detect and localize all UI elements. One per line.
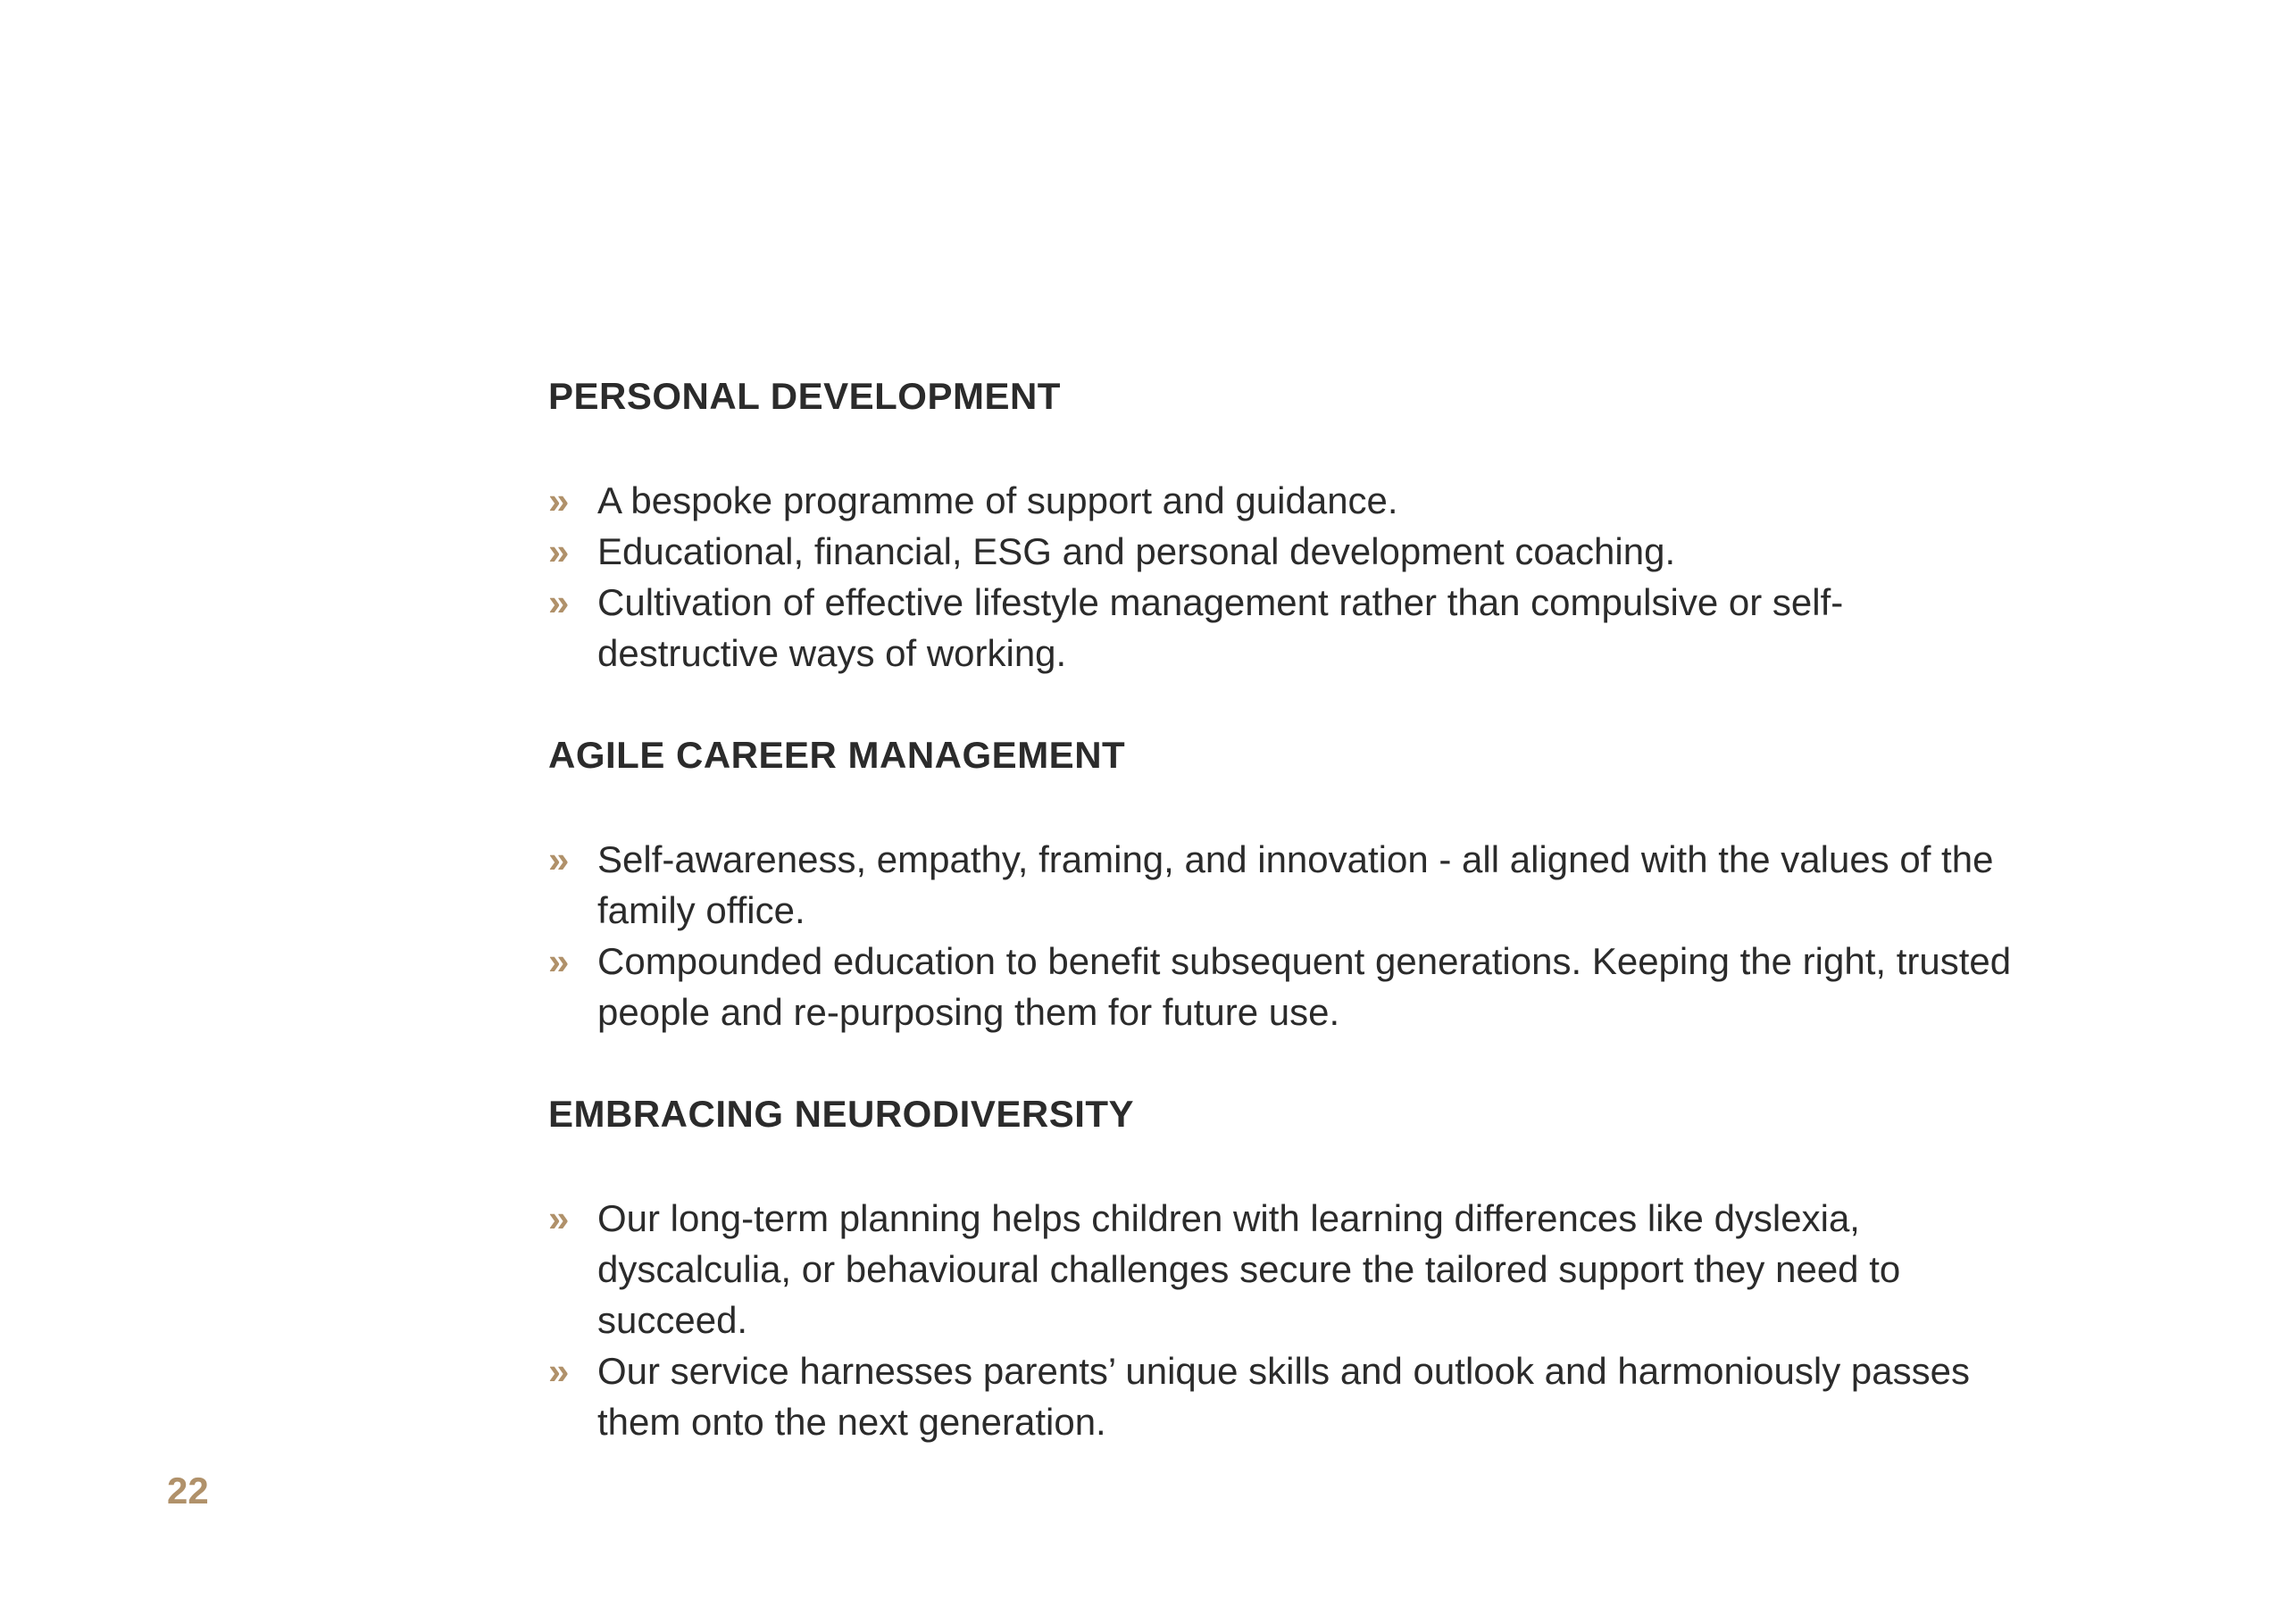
page-number: 22 xyxy=(167,1470,209,1512)
list-item-text: Cultivation of effective lifestyle management rather than compulsive or self-destructive ways of working. xyxy=(597,581,1844,674)
section-personal-development xyxy=(548,373,2013,679)
bullet-marker-icon: » xyxy=(548,581,570,623)
list-item-text: A bespoke programme of support and guidance. xyxy=(597,479,1398,521)
section-heading: AGILE CAREER MANAGEMENT xyxy=(548,734,1126,776)
section-embracing-neurodiversity xyxy=(548,1091,2013,1447)
list-item xyxy=(548,1345,2013,1447)
list-item-text: Our long-term planning helps children with learning differences like dyslexia, dyscalculia, or behavioural challenges secure the tailored support they need to succeed. xyxy=(597,1197,1901,1341)
section-heading: EMBRACING NEURODIVERSITY xyxy=(548,1093,1135,1135)
list-item xyxy=(548,936,2013,1037)
section-heading: PERSONAL DEVELOPMENT xyxy=(548,375,1061,417)
bullet-marker-icon: » xyxy=(548,838,570,880)
bullet-marker-icon: » xyxy=(548,1197,570,1239)
list-item xyxy=(548,577,2013,679)
bullet-marker-icon: » xyxy=(548,1350,570,1392)
bullet-marker-icon: » xyxy=(548,479,570,521)
list-item xyxy=(548,475,2013,526)
section-agile-career-management xyxy=(548,732,2013,1037)
list-item-text: Our service harnesses parents’ unique skills and outlook and harmoniously passes them onto the next generation. xyxy=(597,1350,1970,1443)
document-body xyxy=(548,373,2013,1447)
bullet-list xyxy=(548,475,2013,679)
list-item-text: Self-awareness, empathy, framing, and innovation - all aligned with the values of the family office. xyxy=(597,838,1994,931)
list-item xyxy=(548,526,2013,577)
list-item-text: Compounded education to benefit subsequent generations. Keeping the right, trusted people and re-purposing them for future use. xyxy=(597,940,2012,1033)
bullet-list xyxy=(548,834,2013,1037)
bullet-marker-icon: » xyxy=(548,530,570,572)
list-item xyxy=(548,1193,2013,1345)
bullet-marker-icon: » xyxy=(548,940,570,982)
bullet-list xyxy=(548,1193,2013,1447)
list-item xyxy=(548,834,2013,936)
list-item-text: Educational, financial, ESG and personal development coaching. xyxy=(597,530,1676,572)
